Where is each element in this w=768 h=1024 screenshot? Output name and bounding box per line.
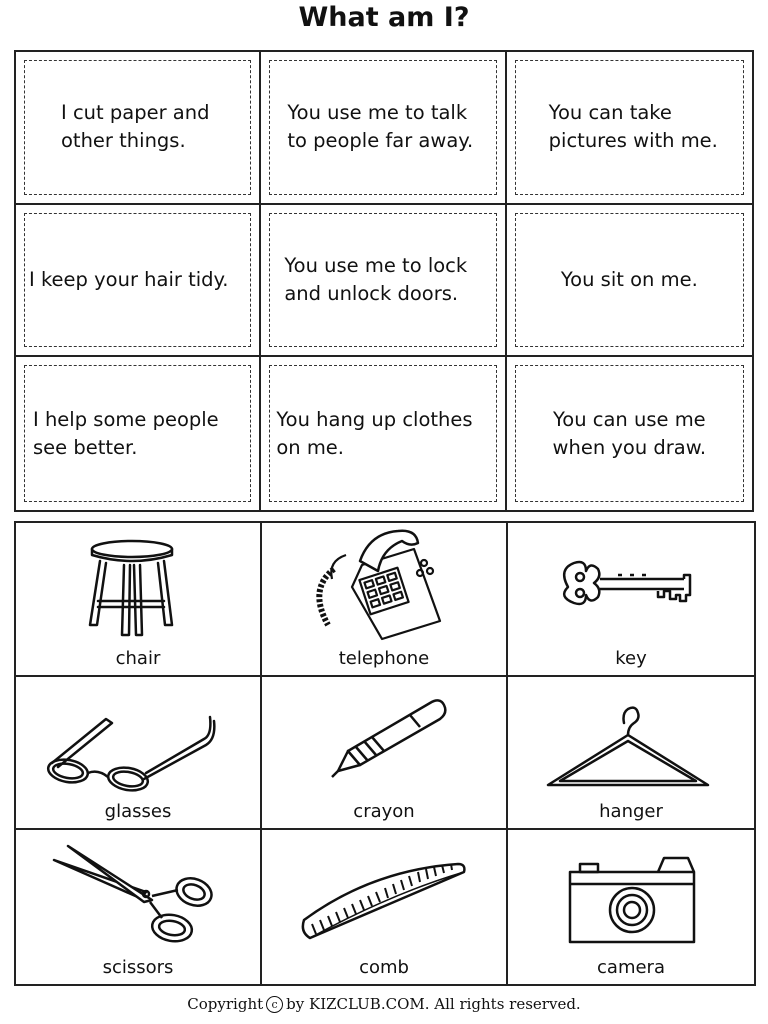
riddle-cell <box>16 205 261 358</box>
picture-label: telephone <box>338 647 430 669</box>
scissors-icon <box>16 830 262 948</box>
riddle-text: I keep your hair tidy. <box>29 267 229 291</box>
riddle-card <box>515 365 744 502</box>
picture-card-key <box>508 523 754 677</box>
picture-card-scissors <box>16 830 262 984</box>
riddle-cell <box>261 205 506 358</box>
riddle-grid <box>14 50 754 512</box>
riddle-card <box>515 60 744 195</box>
copyright-icon: c <box>266 996 283 1013</box>
picture-label: crayon <box>353 801 415 823</box>
key-icon <box>508 523 754 641</box>
picture-label: glasses <box>104 801 172 823</box>
worksheet-title: What am I? <box>298 2 470 33</box>
riddle-card <box>269 365 496 502</box>
riddle-card <box>515 213 744 348</box>
picture-card-chair <box>16 523 262 677</box>
riddle-cell <box>507 357 752 510</box>
riddle-text: You can use me when you draw. <box>552 407 707 459</box>
riddle-card <box>24 60 251 195</box>
comb-icon <box>262 830 508 948</box>
picture-label: chair <box>115 647 161 669</box>
riddle-card <box>269 60 496 195</box>
glasses-icon <box>16 677 262 795</box>
riddle-cell <box>16 52 261 205</box>
riddle-card <box>24 213 251 348</box>
riddle-text: I cut paper and other things. <box>61 101 210 153</box>
riddle-text: You use me to lock and unlock doors. <box>284 253 468 305</box>
copyright-credit: by KIZCLUB.COM. All rights reserved. <box>286 995 581 1013</box>
picture-card-crayon <box>262 677 508 831</box>
picture-card-camera <box>508 830 754 984</box>
riddle-card <box>24 365 251 502</box>
telephone-icon <box>262 523 508 641</box>
copyright-footer <box>0 995 768 1013</box>
riddle-text: I help some people see better. <box>33 407 219 459</box>
picture-grid <box>14 521 756 986</box>
hanger-icon <box>508 677 754 795</box>
riddle-text: You can take pictures with me. <box>548 101 718 153</box>
stool-icon <box>16 523 262 641</box>
picture-card-hanger <box>508 677 754 831</box>
riddle-card <box>269 213 496 348</box>
camera-icon <box>508 830 754 948</box>
riddle-cell <box>261 357 506 510</box>
riddle-cell <box>507 52 752 205</box>
riddle-text: You use me to talk to people far away. <box>287 101 474 153</box>
crayon-icon <box>262 677 508 795</box>
picture-card-telephone <box>262 523 508 677</box>
picture-label: scissors <box>102 957 174 978</box>
picture-label: hanger <box>599 801 663 823</box>
riddle-cell <box>507 205 752 358</box>
riddle-cell <box>261 52 506 205</box>
riddle-text: You sit on me. <box>560 267 698 291</box>
riddle-cell <box>16 357 261 510</box>
copyright-word: Copyright <box>187 995 264 1013</box>
picture-label: comb <box>359 957 409 978</box>
picture-label: camera <box>597 957 665 978</box>
picture-card-glasses <box>16 677 262 831</box>
riddle-text: You hang up clothes on me. <box>276 407 473 459</box>
picture-card-comb <box>262 830 508 984</box>
picture-label: key <box>615 647 647 669</box>
